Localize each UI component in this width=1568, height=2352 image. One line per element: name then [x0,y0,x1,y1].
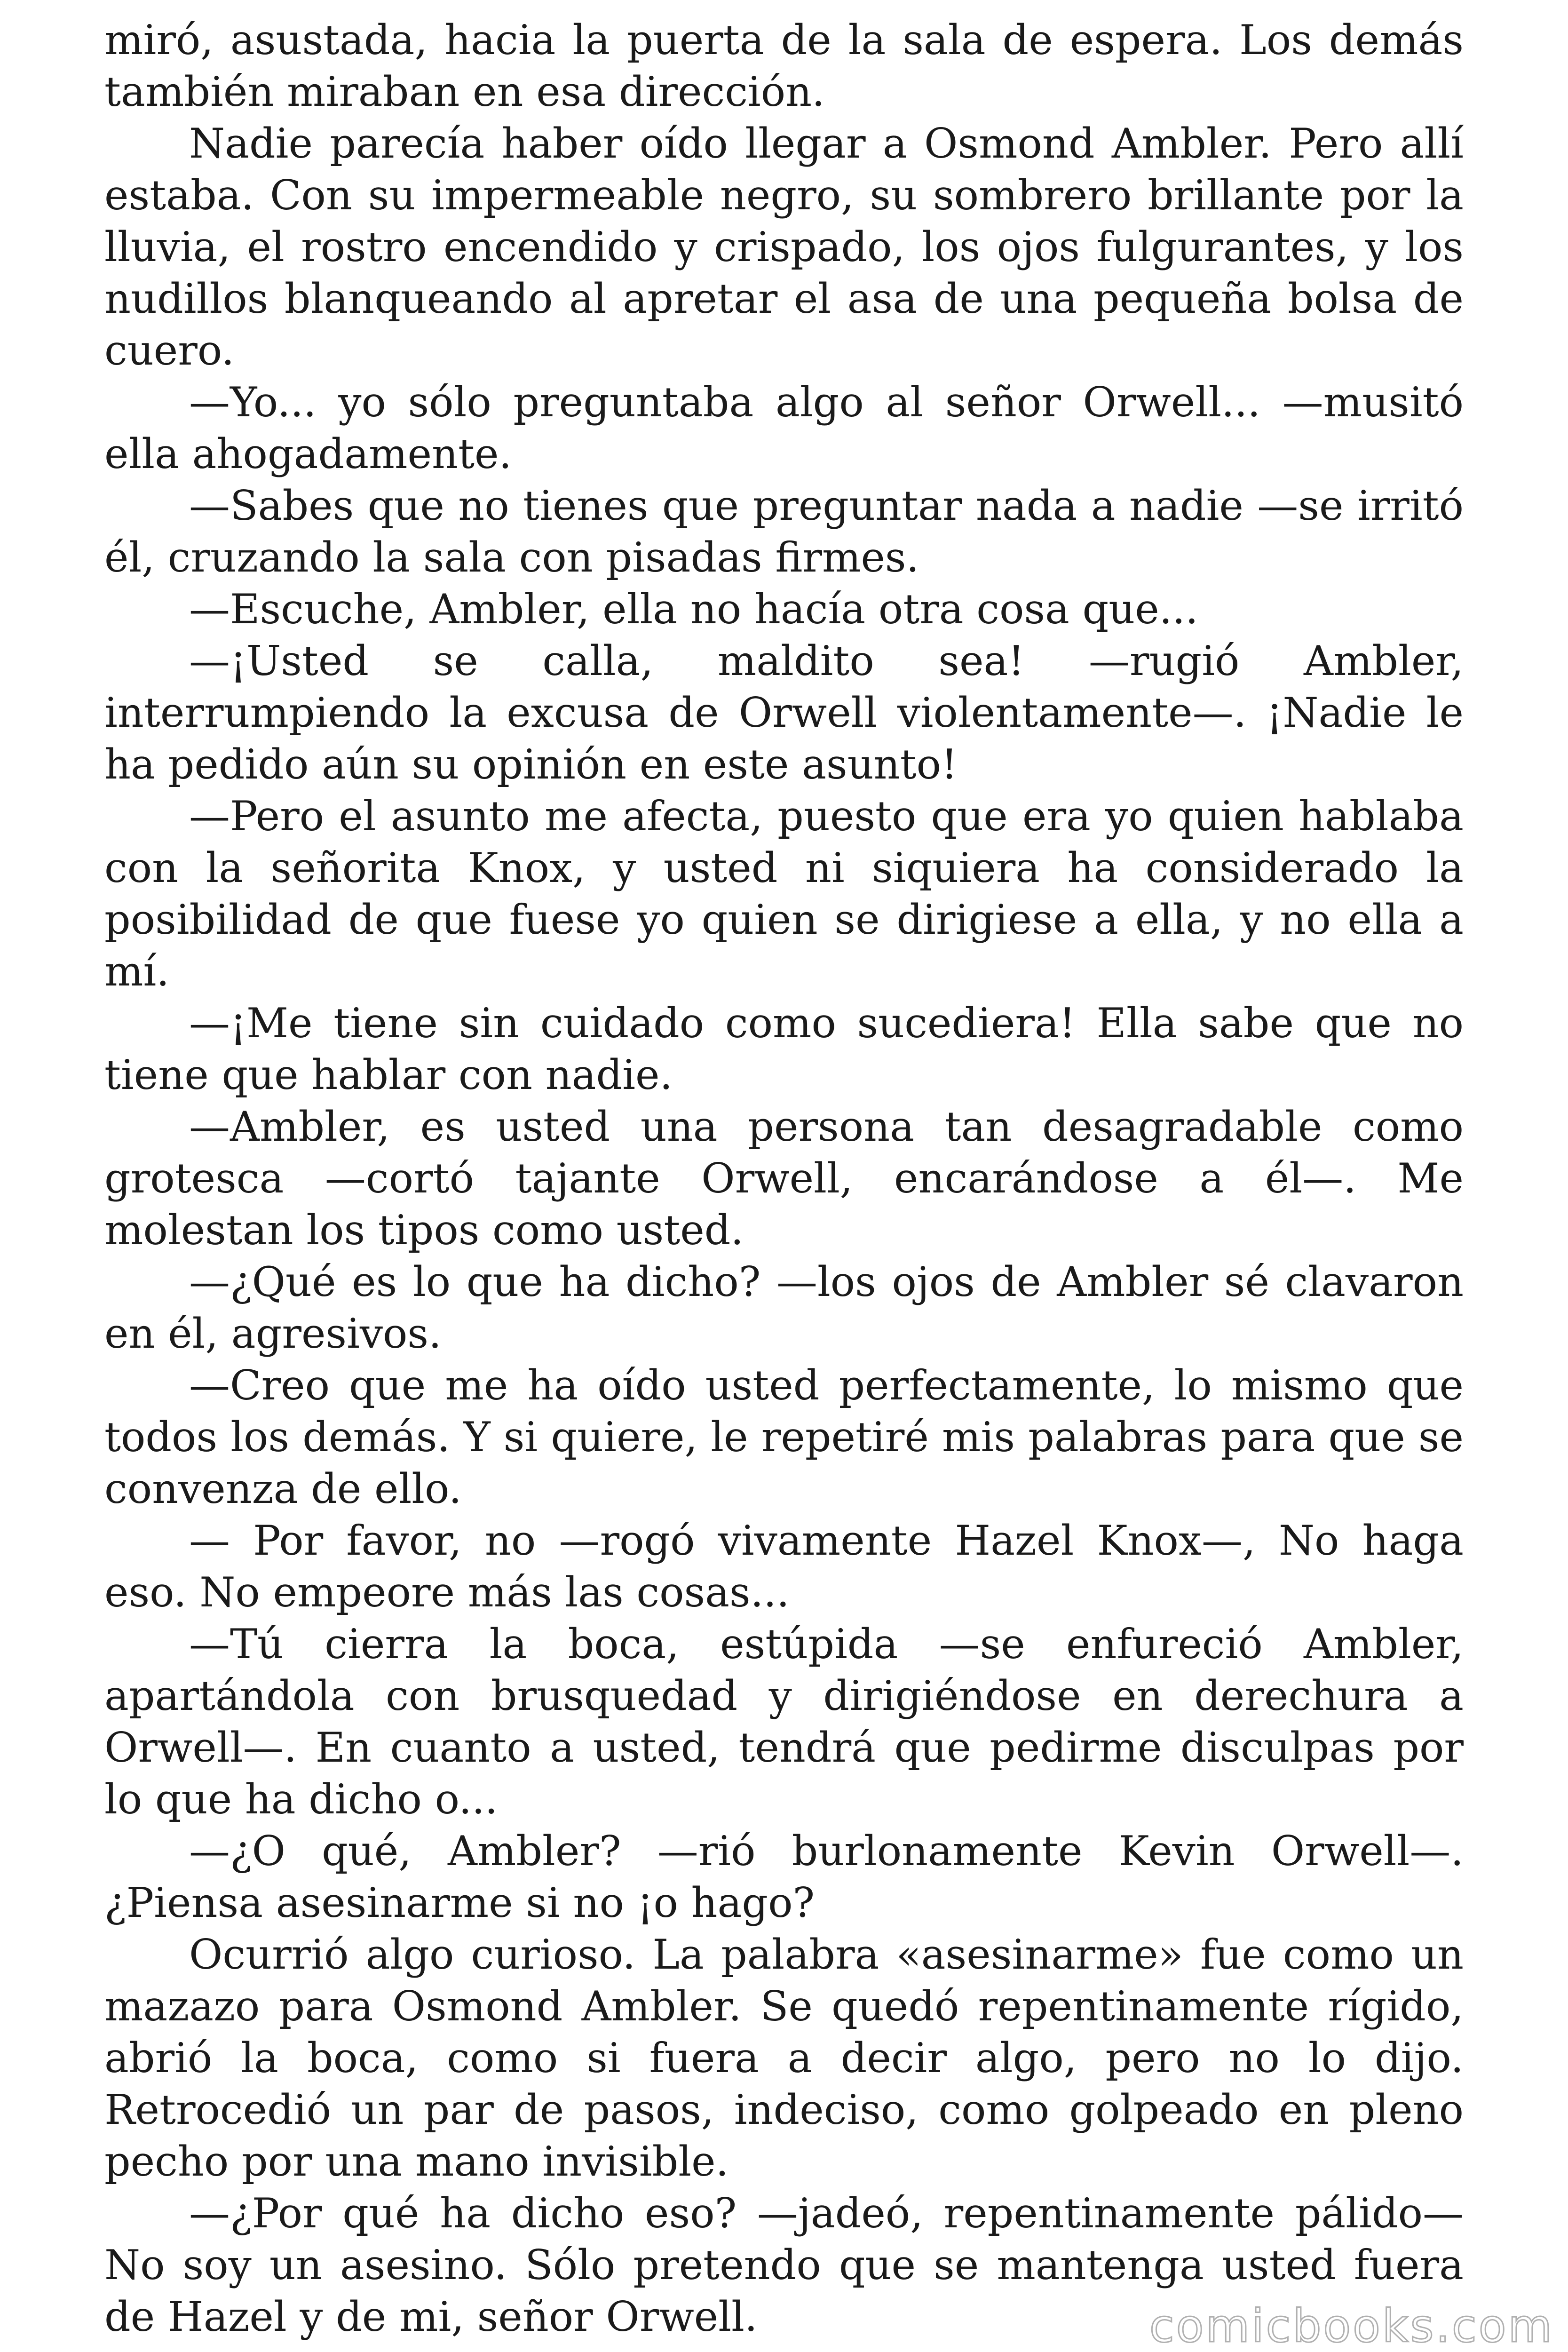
paragraph-3: —Yo... yo sólo preguntaba algo al señor Orwell... —musitó ella ahogadamente. [104,378,1464,478]
paragraph-2: Nadie parecía haber oído llegar a Osmond Ambler. Pero allí estaba. Con su impermeable negro, su sombrero brillante por la lluvia, el rostro encendido y crispado, los ojos fulgurantes, y los nudillos blanqueando al apretar el asa de una pequeña bolsa de cuero. [104,119,1464,374]
paragraph-8: —¡Me tiene sin cuidado como sucediera! Ella sabe que no tiene que hablar con nadie. [104,999,1464,1099]
book-page [104,14,1464,2343]
paragraph-14: —¿O qué, Ambler? —rió burlonamente Kevin Orwell—. ¿Piensa asesinarme si no ¡o hago? [104,1827,1464,1927]
paragraph-9: —Ambler, es usted una persona tan desagradable como grotesca —cortó tajante Orwell, encarándose a él—. Me molestan los tipos como usted. [104,1103,1464,1254]
paragraph-13: —Tú cierra la boca, estúpida —se enfureció Ambler, apartándola con brusquedad y dirigiéndose en derechura a Orwell—. En cuanto a usted, tendrá que pedirme disculpas por lo que ha dicho o... [104,1620,1464,1823]
paragraph-6: —¡Usted se calla, maldito sea! —rugió Ambler, interrumpiendo la excusa de Orwell violentamente—. ¡Nadie le ha pedido aún su opinión en este asunto! [104,637,1464,788]
paragraph-10: —¿Qué es lo que ha dicho? —los ojos de Ambler sé clavaron en él, agresivos. [104,1258,1464,1358]
paragraph-12: — Por favor, no —rogó vivamente Hazel Knox—, No haga eso. No empeore más las cosas... [104,1517,1464,1616]
paragraph-16: —¿Por qué ha dicho eso? —jadeó, repentinamente pálido— No soy un asesino. Sólo pretendo que se mantenga usted fuera de Hazel y de mi, señor Orwell. [104,2189,1464,2341]
paragraph-7: —Pero el asunto me afecta, puesto que era yo quien hablaba con la señorita Knox, y usted ni siquiera ha considerado la posibilidad de que fuese yo quien se dirigiese a ella, y no ella a mí. [104,792,1464,995]
watermark: comicbooks.com [1149,2300,1554,2352]
paragraph-11: —Creo que me ha oído usted perfectamente, lo mismo que todos los demás. Y si quiere, le repetiré mis palabras para que se convenza de ello. [104,1361,1464,1513]
paragraph-5: —Escuche, Ambler, ella no hacía otra cosa que... [189,585,1198,633]
paragraph-1: miró, asustada, hacia la puerta de la sala de espera. Los demás también miraban en esa dirección. [104,16,1464,116]
paragraph-4: —Sabes que no tienes que preguntar nada a nadie —se irritó él, cruzando la sala con pisadas firmes. [104,482,1464,581]
paragraph-15: Ocurrió algo curioso. La palabra «asesinarme» fue como un mazazo para Osmond Ambler. Se quedó repentinamente rígido, abrió la boca, como si fuera a decir algo, pero no lo dijo. Retrocedió un par de pasos, indeciso, como golpeado en pleno pecho por una mano invisible. [104,1931,1464,2185]
